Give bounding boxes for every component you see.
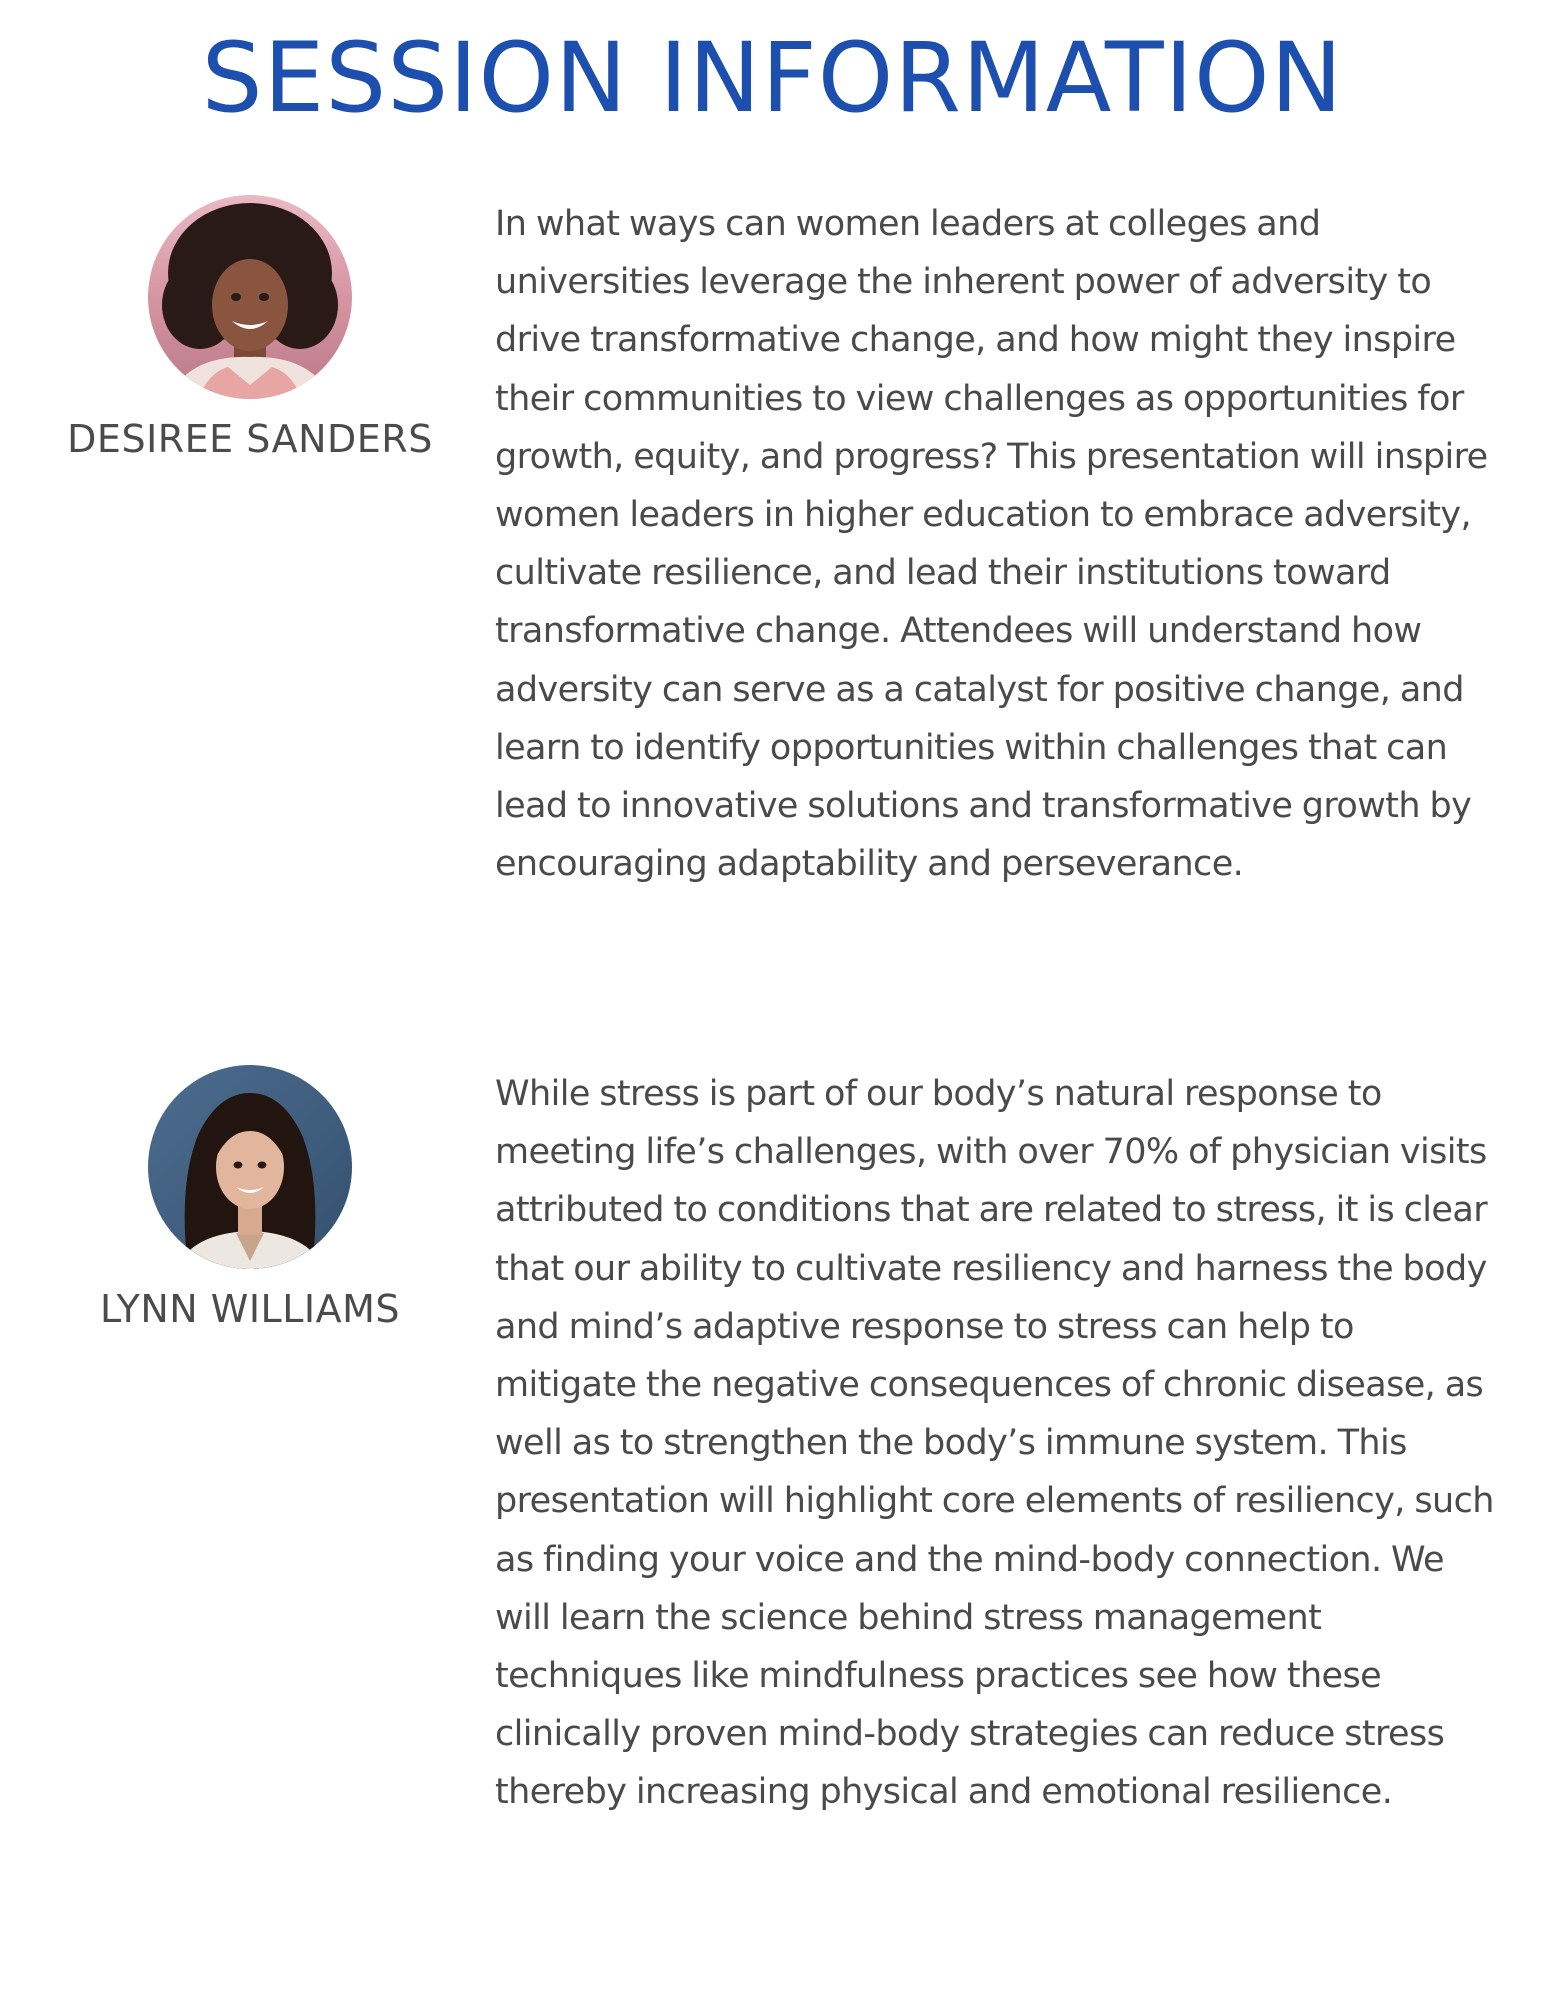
session-description: In what ways can women leaders at colleges and universities leverage the inherent power of adversity to drive transformative change, and how might they inspire their communities to view challenges as opportunities for growth, equity, and progress? This presentation will inspire women leaders in higher education to embrace adversity, cultivate resilience, and lead their institutions toward transformative change. Attendees will understand how adversity can serve as a catalyst for positive change, and learn to identify opportunities within challenges that can lead to innovative solutions and transformative growth by encouraging adaptability and perseverance.: [495, 204, 1488, 885]
portrait-photo-icon: [148, 1065, 352, 1269]
speaker-photo: [148, 1065, 352, 1269]
page-title: SESSION INFORMATION: [201, 22, 1344, 134]
speaker-name: DESIREE SANDERS: [67, 417, 433, 461]
speaker-profile: [40, 195, 460, 461]
portrait-photo-icon: [148, 195, 352, 399]
session-description: While stress is part of our body’s natural response to meeting life’s challenges, with over 70% of physician visits attributed to conditions that are related to stress, it is clear that our ability to cultivate resiliency and harness the body and mind’s adaptive response to stress can help to mitigate the negative consequences of chronic disease, as well as to strengthen the body’s immune system. This presentation will highlight core elements of resiliency, such as finding your voice and the mind-body connection. We will learn the science behind stress management techniques like mindfulness practices see how these clinically proven mind-body strategies can reduce stress thereby increasing physical and emotional resilience.: [495, 1074, 1494, 1813]
speaker-profile: [40, 1065, 460, 1331]
speaker-photo: [148, 195, 352, 399]
speaker-name: LYNN WILLIAMS: [100, 1287, 400, 1331]
